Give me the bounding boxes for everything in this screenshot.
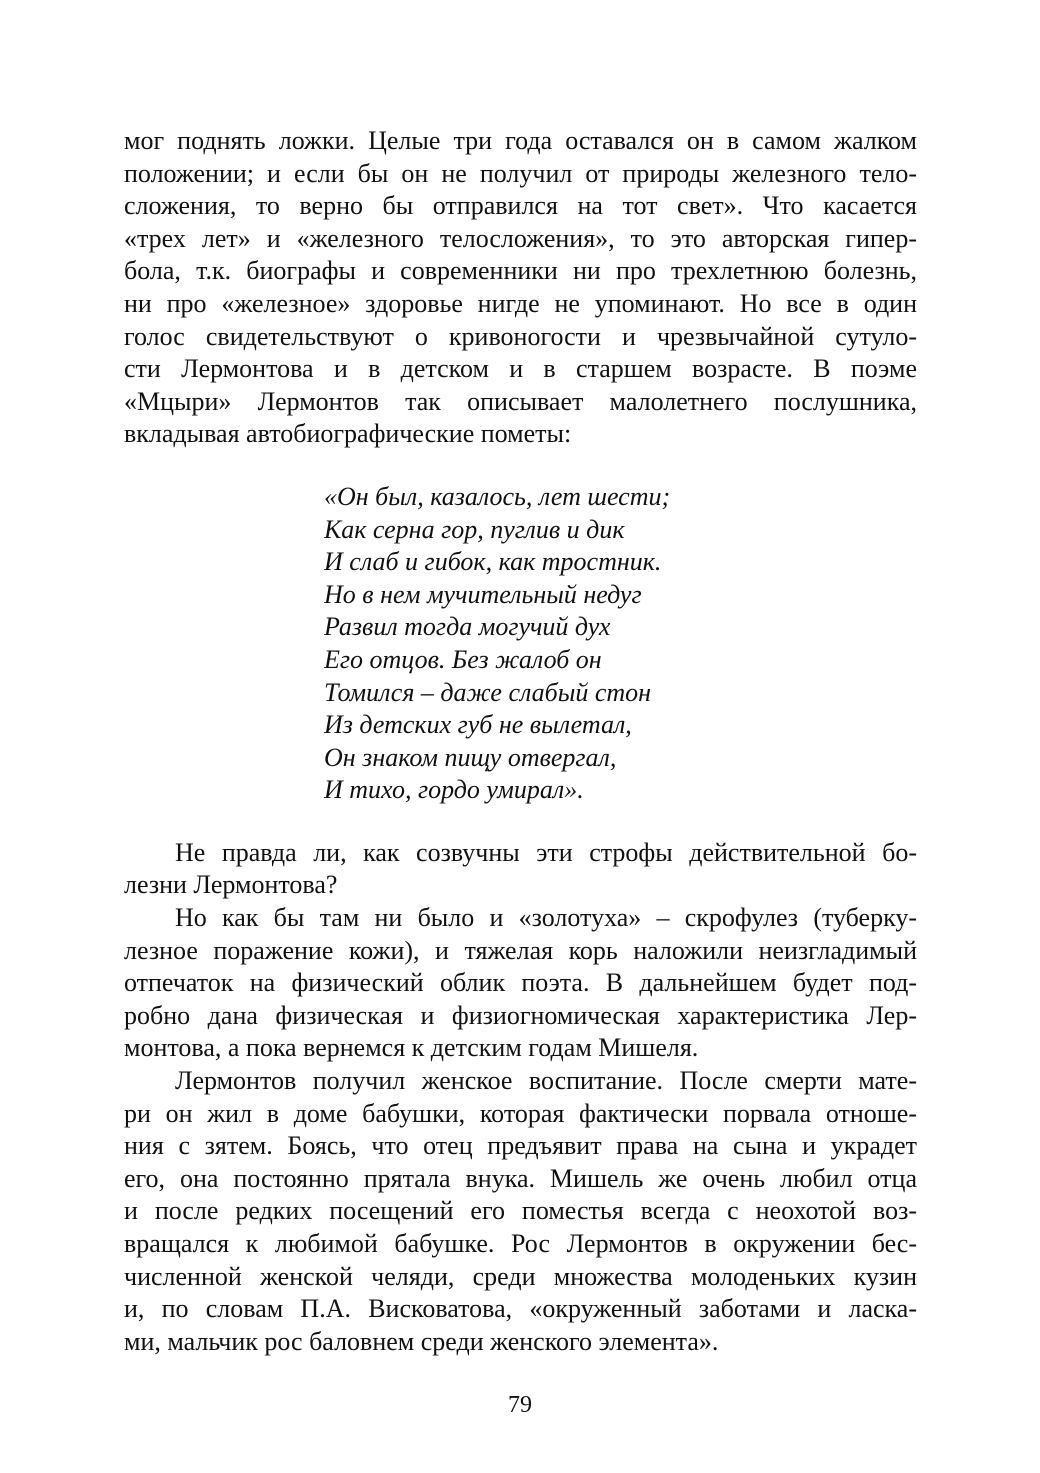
page-number: 79: [508, 1392, 532, 1418]
text-line: отпечаток на физический облик поэта. В дальнейшем будет под-: [124, 968, 917, 998]
text-line: ри он жил в доме бабушки, которая фактически порвала отноше-: [124, 1098, 917, 1128]
text-line: «трех лет» и «железного телосложения», то это авторская гипер-: [124, 223, 917, 253]
poem-line: Но в нем мучительный недуг: [324, 579, 642, 609]
paragraph-4: [124, 1065, 917, 1358]
poem-line: И слаб и гибок, как тростник.: [324, 547, 662, 577]
text-line: положении; и если бы он не получил от природы железного тело-: [124, 158, 917, 188]
poem-line: И тихо, гордо умирал».: [324, 775, 584, 805]
text-line: численной женской челяди, среди множества молоденьких кузин: [124, 1261, 917, 1291]
poem-line: Как серна гор, пуглив и дик: [324, 514, 625, 544]
text-line: Лермонтов получил женское воспитание. После смерти мате-: [175, 1066, 917, 1096]
text-line: Но как бы там ни было и «золотуха» – скрофулез (туберку-: [175, 903, 917, 933]
text-line: лезное поражение кожи), и тяжелая корь наложили неизгладимый: [124, 935, 917, 965]
paragraph-2: [124, 837, 917, 902]
poem-line: «Он был, казалось, лет шести;: [324, 481, 671, 511]
text-line: «Мцыри» Лермонтов так описывает малолетнего послушника,: [124, 386, 917, 416]
text-line: робно дана физическая и физиогномическая характеристика Лер-: [124, 1000, 917, 1030]
text-line: вкладывая автобиографические пометы:: [124, 419, 572, 449]
poem-line: Развил тогда могучий дух: [324, 612, 611, 642]
poem-line: Его отцов. Без жалоб он: [324, 644, 602, 674]
text-line: его, она постоянно прятала внука. Мишель же очень любил отца: [124, 1163, 917, 1193]
text-line: мог поднять ложки. Целые три года оставался он в самом жалком: [124, 126, 917, 155]
text-line: Не правда ли, как созвучны эти строфы действительной бо-: [175, 837, 917, 867]
poem-line: Из детских губ не вылетал,: [324, 710, 632, 740]
text-line: вращался к любимой бабушке. Рос Лермонтов в окружении бес-: [124, 1229, 917, 1258]
poem-line: Томился – даже слабый стон: [324, 677, 652, 707]
poem-line: Он знаком пищу отвергал,: [324, 742, 617, 772]
text-line: ни про «железное» здоровье нигде не упоминают. Но все в один: [124, 288, 917, 318]
text-line: голос свидетельствуют о кривоногости и чрезвычайной сутуло-: [124, 321, 917, 351]
text-line: бола, т.к. биографы и современники ни про трехлетнюю болезнь,: [124, 256, 917, 286]
text-line: ния с зятем. Боясь, что отец предъявит права на сына и украдет: [124, 1131, 917, 1161]
paragraph-3: [124, 902, 917, 1065]
paragraph-1: [124, 125, 917, 451]
text-line: сти Лермонтова и в детском и в старшем возрасте. В поэме: [124, 354, 917, 384]
text-line: ми, мальчик рос баловнем среди женского элемента».: [124, 1326, 719, 1356]
text-line: сложения, то верно бы отправился на тот свет». Что касается: [124, 191, 917, 221]
text-line: и, по словам П.А. Висковатова, «окруженный заботами и ласка-: [124, 1294, 917, 1324]
text-line: монтова, а пока вернемся к детским годам Мишеля.: [124, 1033, 699, 1063]
poem-quote: [124, 481, 917, 807]
text-line: лезни Лермонтова?: [124, 870, 338, 900]
page-body: [124, 125, 917, 1358]
text-line: и после редких посещений его поместья всегда с неохотой воз-: [124, 1196, 917, 1226]
